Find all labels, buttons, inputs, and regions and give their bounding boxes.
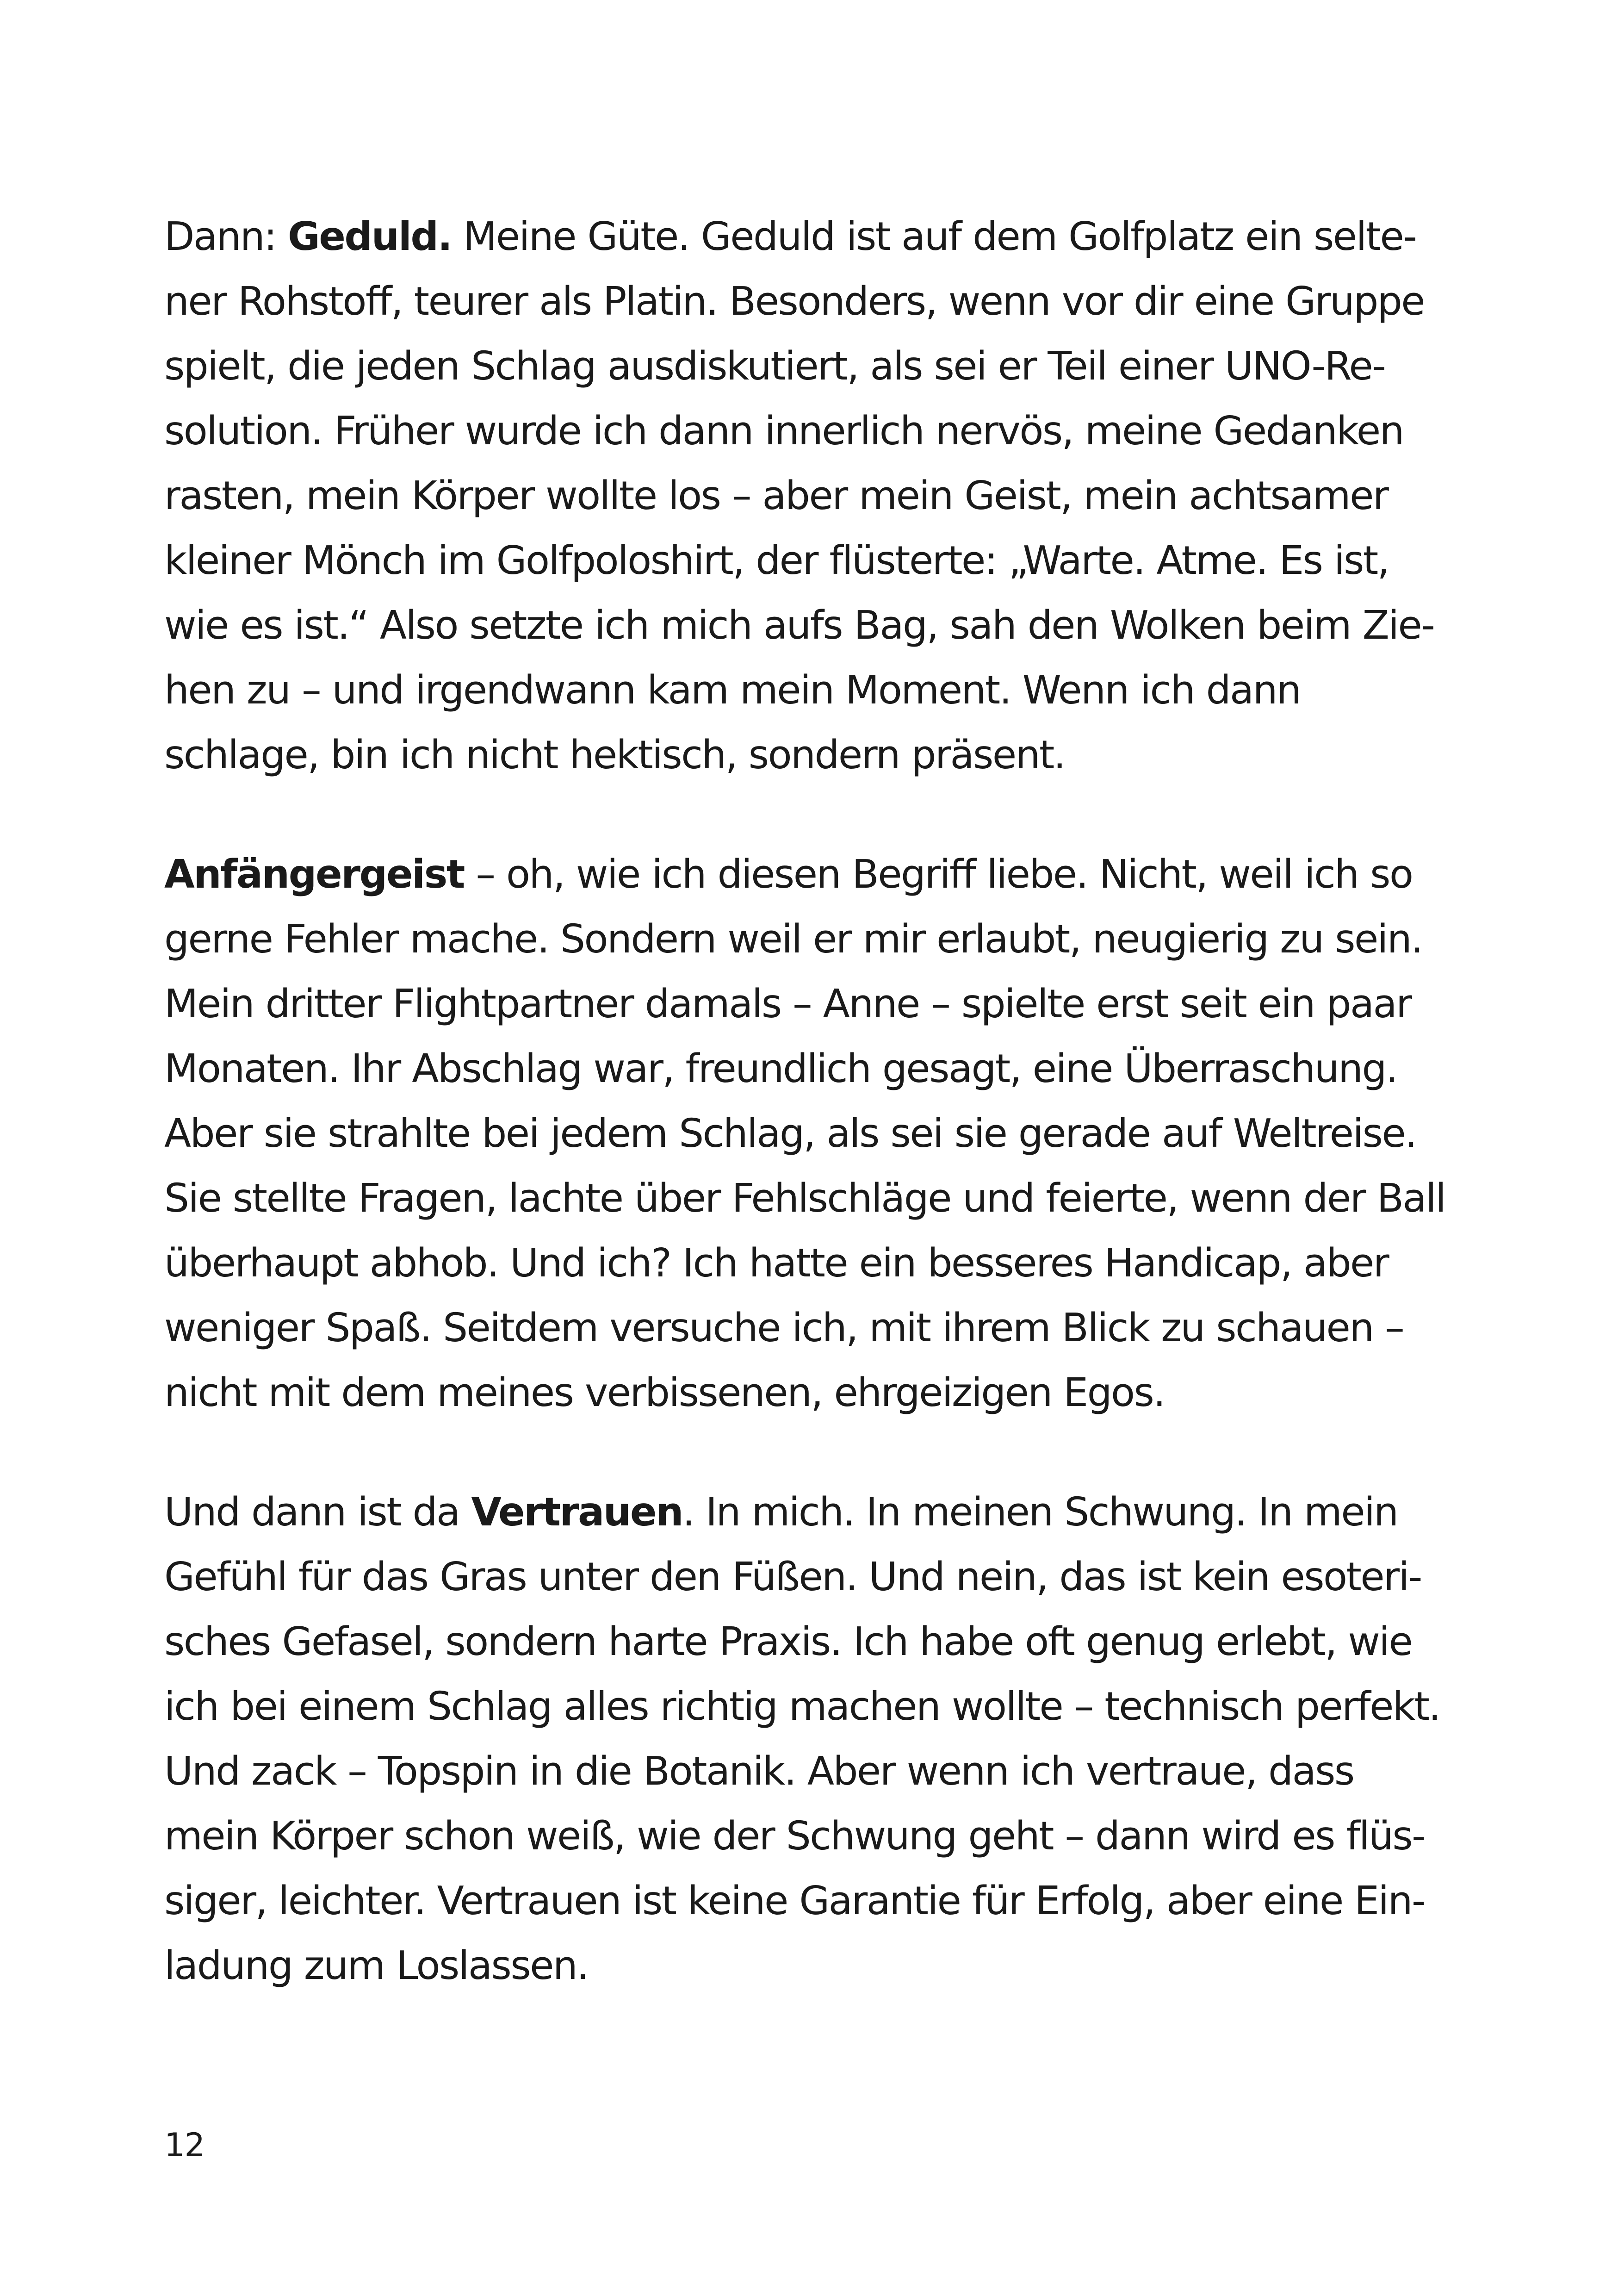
- body-text: [164, 205, 1469, 2053]
- text-line: siger, leichter. Vertrauen ist keine Garantie für Erfolg, aber eine Ein-: [164, 1878, 1425, 1924]
- text-line: kleiner Mönch im Golfpoloshirt, der flüsterte: „Warte. Atme. Es ist,: [164, 538, 1389, 584]
- text-line: Sie stellte Fragen, lachte über Fehlschläge und feierte, wenn der Ball: [164, 1176, 1445, 1221]
- text-line: weniger Spaß. Seitdem versuche ich, mit ihrem Blick zu schauen –: [164, 1305, 1404, 1351]
- text-line: hen zu – und irgendwann kam mein Moment. Wenn ich dann: [164, 667, 1301, 713]
- text-line: Und dann ist da Vertrauen. In mich. In meinen Schwung. In mein: [164, 1489, 1398, 1535]
- text-line: solution. Früher wurde ich dann innerlich nervös, meine Gedanken: [164, 408, 1403, 454]
- text-line: Gefühl für das Gras unter den Füßen. Und nein, das ist kein esoteri-: [164, 1554, 1421, 1600]
- text-line: gerne Fehler mache. Sondern weil er mir erlaubt, neugierig zu sein.: [164, 916, 1422, 962]
- text-line: rasten, mein Körper wollte los – aber mein Geist, mein achtsamer: [164, 473, 1388, 519]
- keyword-vertrauen: Vertrauen: [471, 1489, 682, 1535]
- text-line: mein Körper schon weiß, wie der Schwung geht – dann wird es flüs-: [164, 1813, 1425, 1859]
- text-line: wie es ist.“ Also setzte ich mich aufs Bag, sah den Wolken beim Zie-: [164, 603, 1434, 648]
- text-line: ich bei einem Schlag alles richtig machen wollte – technisch perfekt.: [164, 1684, 1440, 1730]
- text-line: Dann: Geduld. Meine Güte. Geduld ist auf dem Golfplatz ein selte-: [164, 214, 1416, 260]
- keyword-geduld: Geduld.: [287, 214, 452, 260]
- text-line: Mein dritter Flightpartner damals – Anne – spielte erst seit ein paar: [164, 981, 1411, 1027]
- text-line: sches Gefasel, sondern harte Praxis. Ich habe oft genug erlebt, wie: [164, 1619, 1412, 1665]
- text-line: Monaten. Ihr Abschlag war, freundlich gesagt, eine Überraschung.: [164, 1046, 1397, 1092]
- text-line: Aber sie strahlte bei jedem Schlag, als sei sie gerade auf Weltreise.: [164, 1111, 1416, 1157]
- keyword-anfaengergeist: Anfängergeist: [164, 852, 464, 897]
- page-number: 12: [164, 2126, 205, 2164]
- text-line: ladung zum Loslassen.: [164, 1943, 588, 1989]
- text-line: Und zack – Topspin in die Botanik. Aber wenn ich vertraue, dass: [164, 1748, 1354, 1794]
- text-line: Anfängergeist – oh, wie ich diesen Begriff liebe. Nicht, weil ich so: [164, 852, 1413, 897]
- paragraph-geduld: [164, 205, 1469, 788]
- paragraph-vertrauen: [164, 1480, 1469, 1998]
- text-line: ner Rohstoff, teurer als Platin. Besonders, wenn vor dir eine Gruppe: [164, 279, 1425, 324]
- text-line: überhaupt abhob. Und ich? Ich hatte ein besseres Handicap, aber: [164, 1240, 1389, 1286]
- text-line: nicht mit dem meines verbissenen, ehrgeizigen Egos.: [164, 1370, 1165, 1416]
- text-line: spielt, die jeden Schlag ausdiskutiert, als sei er Teil einer UNO-Re-: [164, 343, 1385, 389]
- text-line: schlage, bin ich nicht hektisch, sondern präsent.: [164, 732, 1065, 778]
- paragraph-anfaengergeist: [164, 842, 1469, 1425]
